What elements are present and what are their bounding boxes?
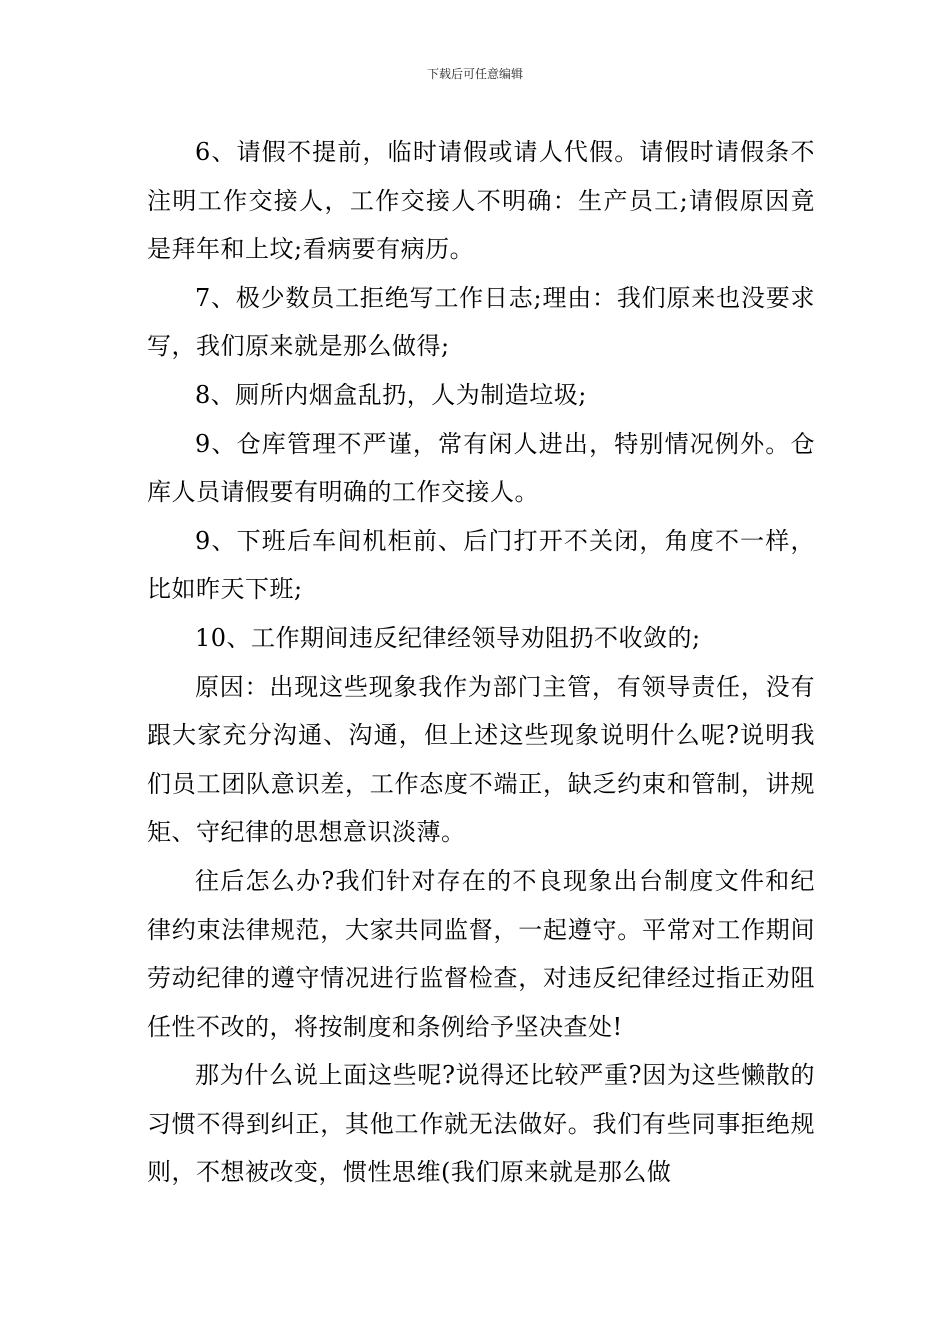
paragraph-why: 那为什么说上面这些呢?说得还比较严重?因为这些懒散的习惯不得到纠正，其他工作就无法做好。我们有些同事拒绝规则，不想被改变，惯性思维(我们原来就是那么做	[147, 1061, 815, 1187]
paragraph-item-8-restroom: 8、厕所内烟盒乱扔，人为制造垃圾;	[195, 380, 587, 409]
paragraph-item-6-leave: 6、请假不提前，临时请假或请人代假。请假时请假条不注明工作交接人，工作交接人不明确：生产员工;请假原因竟是拜年和上坟;看病要有病历。	[147, 138, 815, 264]
paragraph-reasons: 原因：出现这些现象我作为部门主管，有领导责任，没有跟大家充分沟通、沟通，但上述这些现象说明什么呢?说明我们员工团队意识差，工作态度不端正，缺乏约束和管制，讲规矩、守纪律的思想意识淡薄。	[147, 672, 815, 847]
paragraph-item-9-cabinet-doors: 9、下班后车间机柜前、后门打开不关闭，角度不一样，比如昨天下班;	[147, 526, 815, 604]
page-header-note: 下载后可任意编辑	[426, 67, 523, 81]
document-body	[147, 128, 815, 1197]
paragraph-next-steps: 往后怎么办?我们针对存在的不良现象出台制度文件和纪律约束法律规范，大家共同监督，一起遵守。平常对工作期间劳动纪律的遵守情况进行监督检查，对违反纪律经过指正劝阻任性不改的，将按制度和条例给予坚决查处!	[147, 866, 815, 1041]
paragraph-item-10-discipline: 10、工作期间违反纪律经领导劝阻扔不收敛的;	[195, 623, 701, 652]
paragraph-item-9-warehouse: 9、仓库管理不严谨，常有闲人进出，特别情况例外。仓库人员请假要有明确的工作交接人。	[147, 429, 815, 507]
paragraph-item-7-work-log: 7、极少数员工拒绝写工作日志;理由：我们原来也没要求写，我们原来就是那么做得;	[147, 283, 815, 361]
